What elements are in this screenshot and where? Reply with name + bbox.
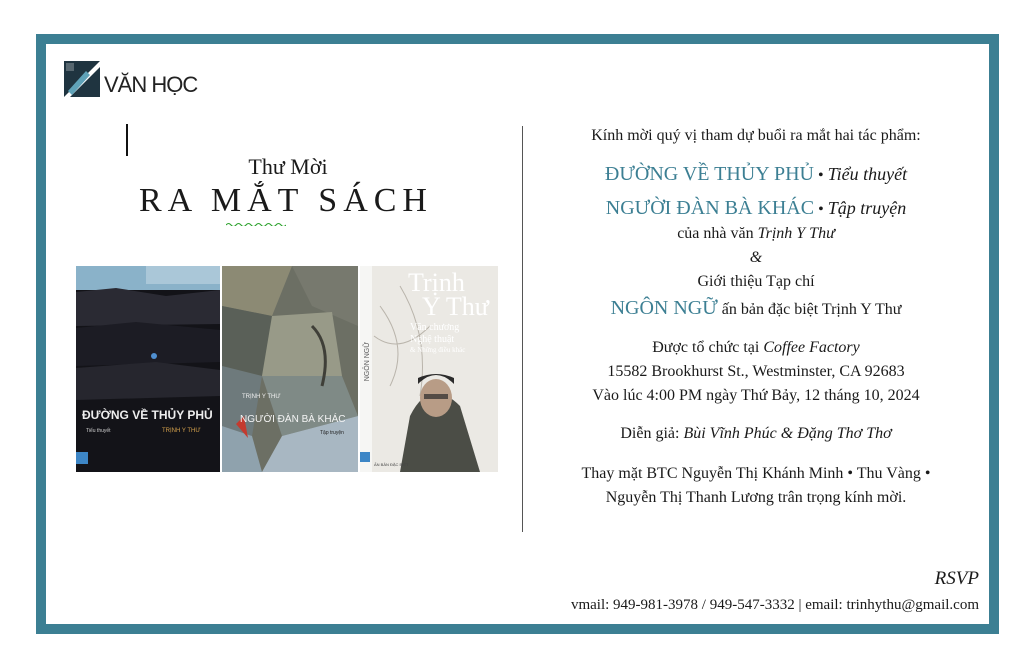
magazine-line xyxy=(536,296,976,322)
btc-line1: Thay mặt BTC Nguyễn Thị Khánh Minh • Thu Vàng • xyxy=(581,465,931,482)
address: 15582 Brookhurst St., Westminster, CA 92683 xyxy=(607,363,905,380)
cover2-author: TRỊNH Y THƯ xyxy=(242,394,281,400)
cover3-publisher: ẤN BẢN ĐẶC BIỆT xyxy=(374,462,409,467)
book-cover-ngon-ngu xyxy=(360,266,498,472)
cover2-title: NGƯỜI ĐÀN BÀ KHÁC xyxy=(240,414,346,425)
cover-art-icon xyxy=(76,266,220,472)
book-cover-nguoi-dan-ba-khac xyxy=(222,266,358,472)
bullet-icon: • xyxy=(813,167,828,184)
book-cover-duong-ve-thuy-phu xyxy=(76,266,220,472)
column-divider xyxy=(522,126,523,532)
venue-line xyxy=(536,336,976,360)
van-hoc-logo xyxy=(64,60,197,98)
logo-mark-icon xyxy=(64,61,100,97)
book-covers xyxy=(76,266,498,472)
speakers-names: Bùi Vĩnh Phúc & Đặng Thơ Thơ xyxy=(683,425,892,442)
cover2-genre: Tập truyện xyxy=(320,430,344,436)
cover1-genre: Tiểu thuyết xyxy=(86,428,111,434)
contact-info: vmail: 949-981-3978 / 949-547-3332 | email: trinhythu@gmail.com xyxy=(570,597,979,613)
invitation-card xyxy=(36,34,999,634)
event-time: Vào lúc 4:00 PM ngày Thứ Bảy, 12 tháng 10, 2024 xyxy=(592,387,920,404)
speakers-prefix: Diễn giả: xyxy=(620,425,684,442)
invitation-subtitle: Thư Mời xyxy=(248,154,328,179)
spellcheck-underline xyxy=(226,222,286,226)
invitation-title: RA MẮT SÁCH xyxy=(139,182,433,219)
speakers-line xyxy=(536,422,976,446)
venue-name: Coffee Factory xyxy=(763,339,860,356)
cover3-sub2: Nghệ thuật xyxy=(410,334,455,345)
work1-line xyxy=(536,162,976,188)
intro-text: Kính mời quý vị tham dự buổi ra mắt hai tác phẩm: xyxy=(591,127,921,144)
author-name: Trịnh Y Thư xyxy=(757,225,835,242)
cover1-title: ĐƯỜNG VỀ THỦY PHỦ xyxy=(82,408,213,422)
cover3-author-line2: Y Thư xyxy=(422,292,489,321)
intro-line xyxy=(536,124,976,148)
work2-line xyxy=(536,196,976,222)
magazine-suffix: ấn bản đặc biệt Trịnh Y Thư xyxy=(717,301,902,318)
work1-genre: Tiểu thuyết xyxy=(827,164,908,184)
author-prefix: của nhà văn xyxy=(677,225,758,242)
author-line xyxy=(536,222,976,246)
event-details xyxy=(536,124,976,510)
text-cursor xyxy=(126,124,128,156)
cover3-spine: NGÔN NGỮ xyxy=(364,341,372,382)
rsvp-label: RSVP xyxy=(934,568,979,589)
magazine-name: NGÔN NGỮ xyxy=(610,297,718,319)
cover3-author-line1: Trịnh xyxy=(408,268,465,297)
cover1-author: TRỊNH Y THƯ xyxy=(162,428,201,434)
ampersand: & xyxy=(749,249,763,266)
work1-title: ĐƯỜNG VỀ THỦY PHỦ xyxy=(604,163,814,185)
venue-prefix: Được tổ chức tại xyxy=(652,339,764,356)
work2-genre: Tập truyện xyxy=(827,198,907,218)
logo-text: VĂN HỌC xyxy=(104,72,198,97)
magazine-intro: Giới thiệu Tạp chí xyxy=(697,273,815,290)
cover-art-icon xyxy=(222,266,358,472)
bullet-icon: • xyxy=(814,201,828,218)
btc-line2: Nguyễn Thị Thanh Lương trân trọng kính mời. xyxy=(605,489,907,506)
cover3-sub1: Văn chương xyxy=(410,322,460,333)
work2-title: NGƯỜI ĐÀN BÀ KHÁC xyxy=(605,197,815,219)
cover3-sub3: & Những điều khác xyxy=(410,346,466,354)
